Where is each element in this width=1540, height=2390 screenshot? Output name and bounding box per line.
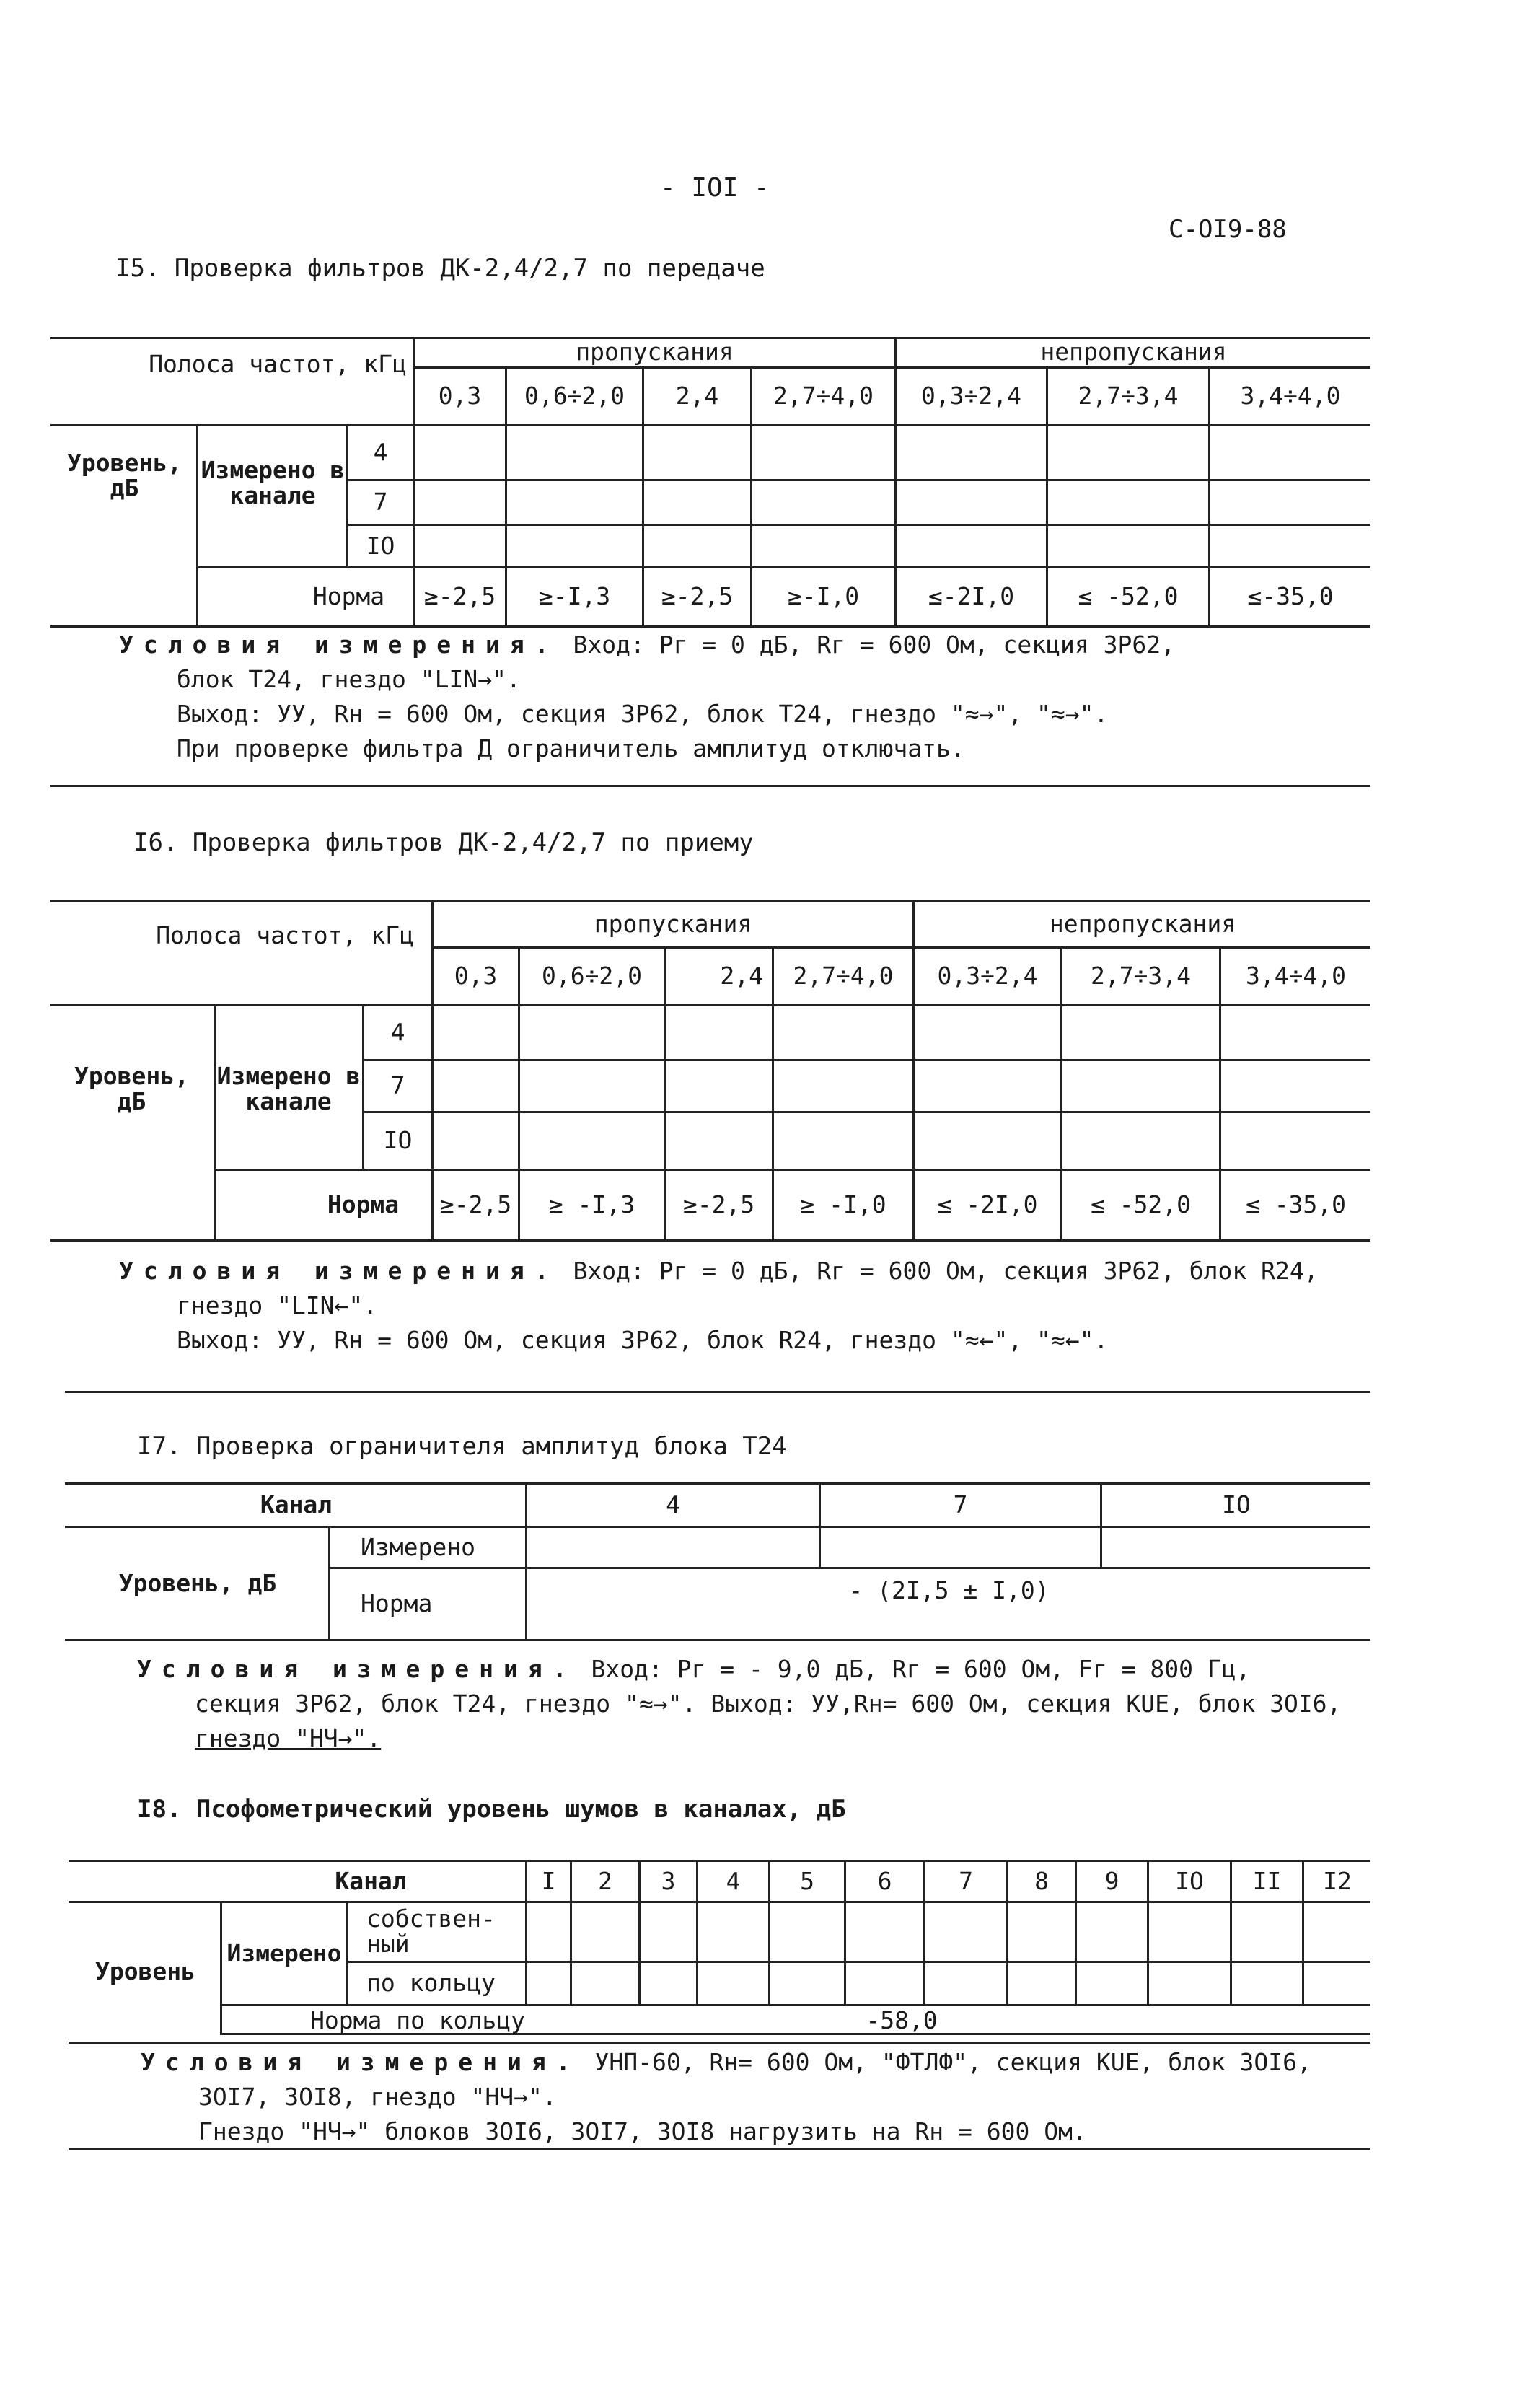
section-16-conditions: [119, 1254, 1319, 1358]
conditions-label: Условия измерения.: [119, 631, 559, 659]
norm-value: ≤ -35,0: [1245, 1190, 1347, 1219]
channel-col: 7: [953, 1490, 968, 1519]
col-header: 2,7÷3,4: [1078, 381, 1179, 410]
stop-group-header: непропускания: [1049, 909, 1236, 938]
band-header: Полоса частот, кГц: [149, 349, 407, 378]
col-header: 0,3÷2,4: [920, 381, 1022, 410]
channel-label: 4: [390, 1018, 405, 1047]
norm-label: Норма: [361, 1589, 433, 1618]
col-header: 2,4: [720, 962, 763, 990]
section-17-title: I7. Проверка ограничителя амплитуд блока Т24: [137, 1432, 787, 1461]
channel-col: IO: [1222, 1490, 1251, 1519]
channel-col: 3: [661, 1866, 676, 1895]
level-label: Уровень, дБ: [67, 449, 182, 502]
document-code: C-OI9-88: [1169, 215, 1287, 244]
section-16-title: I6. Проверка фильтров ДК-2,4/2,7 по приему: [133, 828, 754, 857]
measured-label: Измерено в канале: [201, 456, 345, 509]
norm-value: ≥-2,5: [423, 582, 496, 611]
channel-label: IO: [383, 1126, 413, 1155]
channel-col: 4: [726, 1866, 741, 1895]
norm-value: ≥-2,5: [439, 1190, 512, 1219]
norm-value: ≤-2I,0: [928, 582, 1015, 611]
col-header: 2,7÷4,0: [773, 381, 874, 410]
stop-group-header: непропускания: [1040, 337, 1227, 366]
own-noise-label: собствен-ный: [366, 1904, 496, 1958]
norm-value: ≥-2,5: [682, 1190, 755, 1219]
col-header: 0,6÷2,0: [524, 381, 625, 410]
channel-col: 4: [666, 1490, 680, 1519]
conditions-line: Выход: УУ, Rн = 600 Ом, секция ЗР62, блок R24, гнездо "≈←", "≈←".: [177, 1326, 1109, 1354]
conditions-line: Вход: Pг = 0 дБ, Rг = 600 Ом, секция ЗР62,: [573, 631, 1175, 659]
norm-value: ≤ -52,0: [1090, 1190, 1192, 1219]
norm-value: ≤-35,0: [1247, 582, 1334, 611]
col-header: 0,3: [438, 381, 482, 410]
channel-col: 8: [1034, 1866, 1049, 1895]
measured-label: Измерено: [226, 1938, 342, 1967]
norm-label: Норма: [327, 1190, 400, 1219]
section-15-conditions: [119, 628, 1175, 766]
channel-col: 5: [800, 1866, 814, 1895]
norm-value: - (2I,5 ± I,0): [848, 1576, 1050, 1604]
channel-col: 9: [1104, 1866, 1119, 1895]
norm-label: Норма: [312, 582, 385, 611]
norm-value: ≥ -I,3: [548, 1190, 635, 1219]
channel-col: I2: [1323, 1866, 1352, 1895]
conditions-line: Вход: Pг = - 9,0 дБ, Rг = 600 Ом, Fг = 800 Гц,: [591, 1655, 1251, 1683]
level-label: Уровень: [94, 1956, 196, 1985]
measured-label: Измерено: [361, 1532, 475, 1561]
pass-group-header: пропускания: [576, 337, 734, 366]
col-header: 3,4÷4,0: [1245, 962, 1347, 990]
channel-label: IO: [366, 531, 395, 560]
norm-value: ≥ -I,0: [800, 1190, 886, 1219]
norm-value: -58,0: [866, 2005, 938, 2034]
col-header: 2,7÷3,4: [1090, 962, 1192, 990]
norm-value: ≤ -2I,0: [937, 1190, 1038, 1219]
norm-label: Норма по кольцу: [310, 2005, 526, 2034]
conditions-line: При проверке фильтра Д ограничитель амплитуд отключать.: [177, 734, 965, 763]
channel-col: 6: [877, 1866, 892, 1895]
conditions-line: гнездо "НЧ→".: [195, 1724, 382, 1752]
section-15-title: I5. Проверка фильтров ДК-2,4/2,7 по передаче: [115, 254, 765, 283]
conditions-label: Условия измерения.: [137, 1655, 577, 1683]
conditions-line: УНП-60, Rн= 600 Ом, "ФТЛФ", секция KUE, блок ЗОI6,: [594, 2048, 1311, 2076]
section-17-conditions: [137, 1652, 1341, 1756]
col-header: 3,4÷4,0: [1240, 381, 1341, 410]
channel-label: 4: [373, 437, 388, 466]
norm-value: ≤ -52,0: [1078, 582, 1179, 611]
channel-label: 7: [390, 1071, 405, 1100]
channel-col: 7: [959, 1866, 973, 1895]
channel-col: IO: [1175, 1866, 1204, 1895]
conditions-label: Условия измерения.: [119, 1257, 559, 1285]
page-number: - IOI -: [660, 173, 770, 203]
channel-col: I: [541, 1866, 556, 1895]
col-header: 2,4: [675, 381, 719, 410]
col-header: 0,6÷2,0: [541, 962, 643, 990]
level-label: Уровень, дБ: [118, 1568, 277, 1597]
conditions-line: Гнездо "НЧ→" блоков ЗОI6, ЗОI7, ЗОI8 нагрузить на Rн = 600 Ом.: [198, 2117, 1087, 2145]
conditions-line: гнездо "LIN←".: [177, 1291, 378, 1319]
section-18-conditions: [141, 2045, 1311, 2149]
band-header: Полоса частот, кГц: [156, 921, 414, 949]
norm-value: ≥-I,3: [538, 582, 611, 611]
section-18-title: I8. Псофометрический уровень шумов в каналах, дБ: [137, 1795, 846, 1824]
ring-noise-label: по кольцу: [366, 1969, 496, 1998]
channel-label: 7: [373, 488, 388, 517]
col-header: 2,7÷4,0: [793, 962, 894, 990]
conditions-label: Условия измерения.: [141, 2048, 581, 2076]
norm-value: ≥-2,5: [661, 582, 734, 611]
pass-group-header: пропускания: [594, 909, 752, 938]
norm-value: ≥-I,0: [787, 582, 860, 611]
channel-header: Канал: [335, 1866, 407, 1895]
conditions-line: Вход: Pг = 0 дБ, Rг = 600 Ом, секция ЗР62, блок R24,: [573, 1257, 1319, 1285]
conditions-line: секция ЗР62, блок Т24, гнездо "≈→". Выход: УУ,Rн= 600 Ом, секция KUE, блок ЗОI6,: [195, 1690, 1342, 1718]
channel-col: 2: [598, 1866, 612, 1895]
channel-col: II: [1252, 1866, 1282, 1895]
conditions-line: ЗОI7, ЗОI8, гнездо "НЧ→".: [198, 2083, 557, 2111]
channel-header: Канал: [260, 1490, 333, 1519]
conditions-line: Выход: УУ, Rн = 600 Ом, секция ЗР62, блок Т24, гнездо "≈→", "≈→".: [177, 700, 1109, 728]
conditions-line: блок Т24, гнездо "LIN→".: [177, 665, 521, 693]
measured-label: Измерено в канале: [216, 1062, 361, 1115]
col-header: 0,3: [454, 962, 498, 990]
level-label: Уровень, дБ: [74, 1062, 189, 1115]
col-header: 0,3÷2,4: [937, 962, 1038, 990]
